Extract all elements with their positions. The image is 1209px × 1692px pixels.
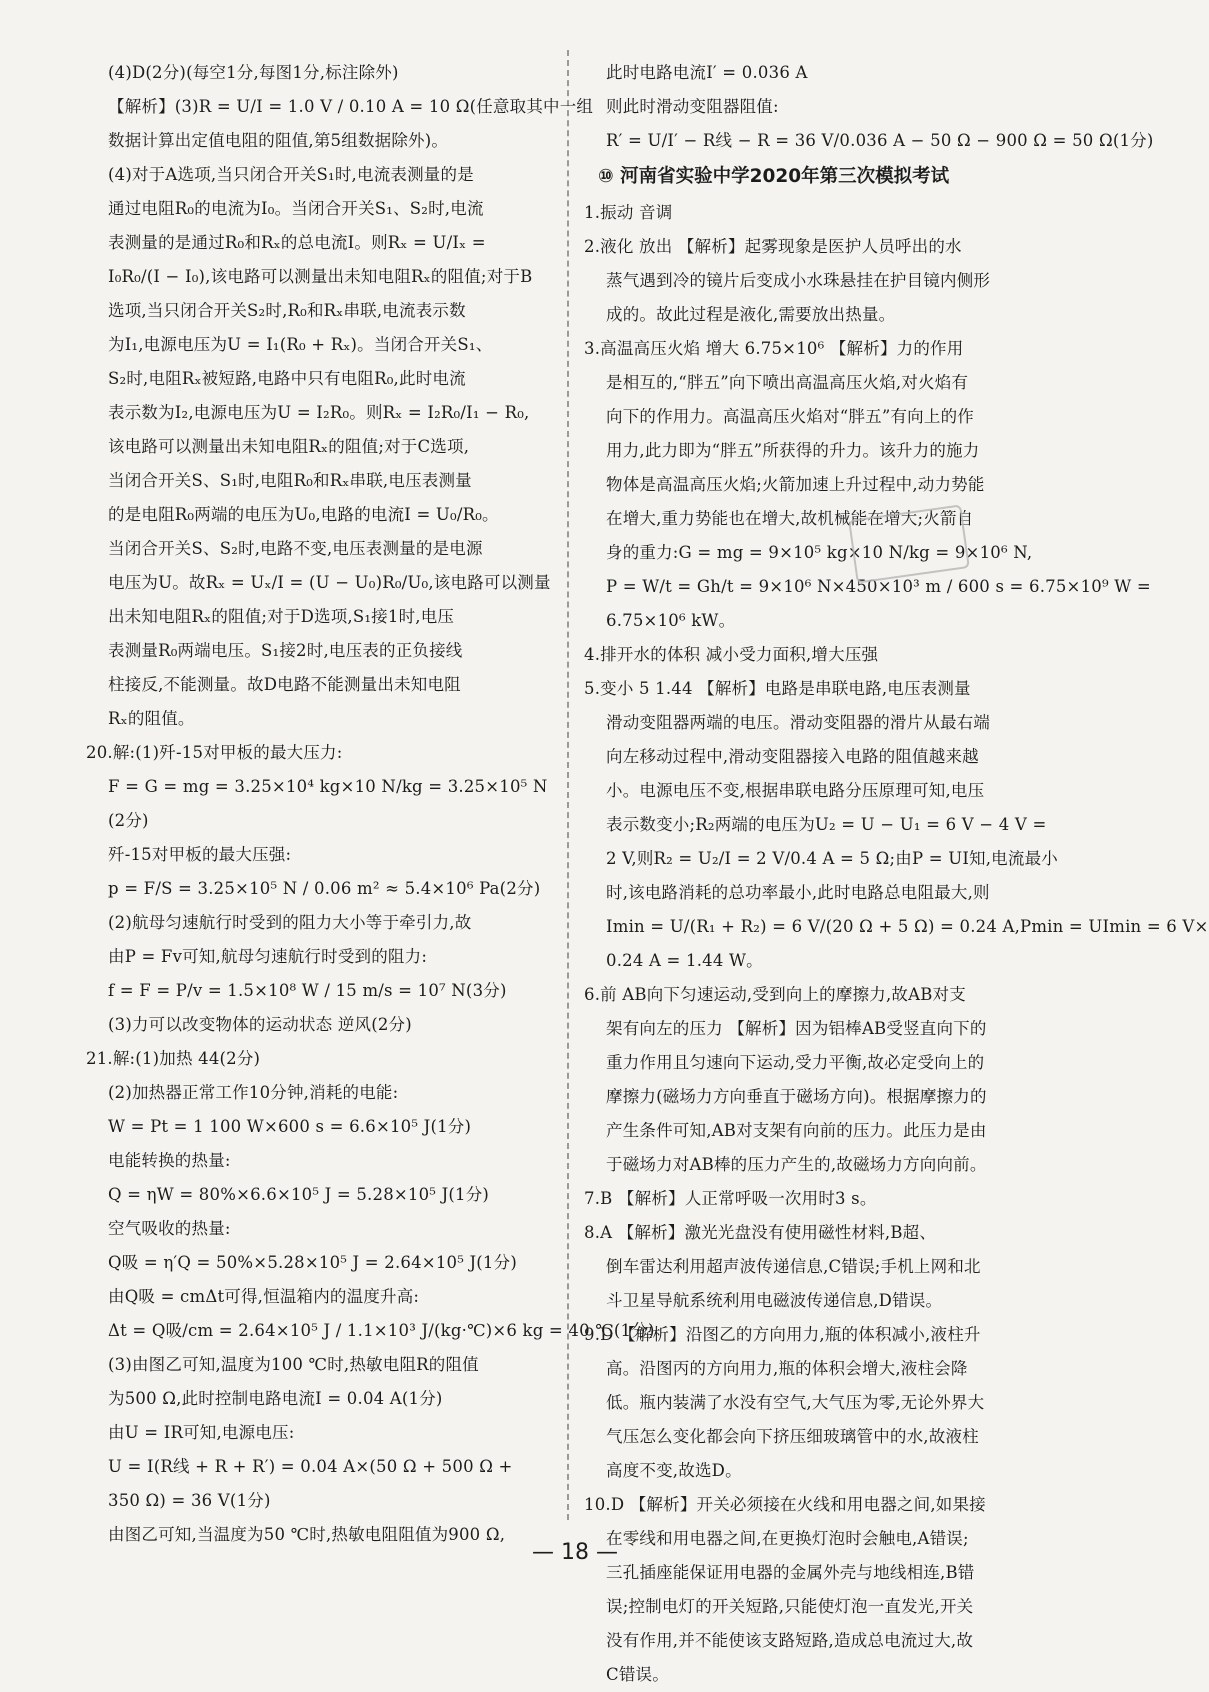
text-line: 于磁场力对AB棒的压力产生的,故磁场力方向向前。: [606, 1155, 987, 1174]
text-line: 电压为U。故Rₓ = Uₓ/I = (U − U₀)R₀/U₀,该电路可以测量: [108, 573, 551, 592]
text-line: Q = ηW = 80%×6.6×10⁵ J = 5.28×10⁵ J(1分): [108, 1185, 490, 1204]
text-line: 该电路可以测量出未知电阻Rₓ的阻值;对于C选项,: [108, 437, 470, 456]
text-line: 350 Ω) = 36 V(1分): [108, 1491, 271, 1510]
text-line: 向左移动过程中,滑动变阻器接入电路的阻值越来越: [606, 747, 979, 766]
text-line: 4.排开水的体积 减小受力面积,增大压强: [584, 645, 879, 664]
text-line: 21.解:(1)加热 44(2分): [86, 1049, 261, 1068]
text-line: 时,该电路消耗的总功率最小,此时电路总电阻最大,则: [606, 883, 990, 902]
text-line: 数据计算出定值电阻的阻值,第5组数据除外)。: [108, 131, 449, 150]
text-line: 1.振动 音调: [584, 203, 673, 222]
text-line: P = W/t = Gh/t = 9×10⁶ N×450×10³ m / 600 s = 6.75×10⁹ W =: [606, 577, 1151, 596]
text-line: 2 V,则R₂ = U₂/I = 2 V/0.4 A = 5 Ω;由P = UI知,电流最小: [606, 849, 1058, 868]
text-line: 则此时滑动变阻器阻值:: [606, 97, 779, 116]
text-line: 的是电阻R₀两端的电压为U₀,电路的电流I = U₀/R₀。: [108, 505, 499, 524]
text-line: 高度不变,故选D。: [606, 1461, 742, 1480]
text-line: 向下的作用力。高温高压火焰对“胖五”有向上的作: [606, 407, 974, 426]
text-line: (2)加热器正常工作10分钟,消耗的电能:: [108, 1083, 399, 1102]
text-line: 2.液化 放出 【解析】起雾现象是医护人员呼出的水: [584, 237, 962, 256]
text-line: 为500 Ω,此时控制电路电流I = 0.04 A(1分): [108, 1389, 443, 1408]
text-line: 三孔插座能保证用电器的金属外壳与地线相连,B错: [606, 1563, 975, 1582]
text-line: U = I(R线 + R + R′) = 0.04 A×(50 Ω + 500 Ω +: [108, 1457, 513, 1476]
text-line: 选项,当只闭合开关S₂时,R₀和Rₓ串联,电流表示数: [108, 301, 466, 320]
text-line: R′ = U/I′ − R线 − R = 36 V/0.036 A − 50 Ω − 900 Ω = 50 Ω(1分): [606, 131, 1154, 150]
text-line: f = F = P/v = 1.5×10⁸ W / 15 m/s = 10⁷ N(3分): [108, 981, 507, 1000]
section-title: ⑩ 河南省实验中学2020年第三次模拟考试: [598, 166, 950, 187]
text-line: Imin = U/(R₁ + R₂) = 6 V/(20 Ω + 5 Ω) = 0.24 A,Pmin = UImin = 6 V×: [606, 917, 1209, 936]
text-line: 在增大,重力势能也在增大,故机械能在增大;火箭自: [606, 509, 974, 528]
text-line: Q吸 = η′Q = 50%×5.28×10⁵ J = 2.64×10⁵ J(1分): [108, 1253, 517, 1272]
text-line: 小。电源电压不变,根据串联电路分压原理可知,电压: [606, 781, 985, 800]
text-line: 是相互的,“胖五”向下喷出高温高压火焰,对火焰有: [606, 373, 969, 392]
text-line: 6.前 AB向下匀速运动,受到向上的摩擦力,故AB对支: [584, 985, 966, 1004]
text-line: 柱接反,不能测量。故D电路不能测量出未知电阻: [108, 675, 461, 694]
text-line: 9.D 【解析】沿图乙的方向用力,瓶的体积减小,液柱升: [584, 1325, 981, 1344]
text-line: 蒸气遇到冷的镜片后变成小水珠悬挂在护目镜内侧形: [606, 271, 991, 290]
text-line: 当闭合开关S、S₁时,电阻R₀和Rₓ串联,电压表测量: [108, 471, 472, 490]
text-line: (3)由图乙可知,温度为100 ℃时,热敏电阻R的阻值: [108, 1355, 479, 1374]
text-line: 由Q吸 = cmΔt可得,恒温箱内的温度升高:: [108, 1287, 420, 1306]
text-line: 由图乙可知,当温度为50 ℃时,热敏电阻阻值为900 Ω,: [108, 1525, 506, 1544]
text-line: 低。瓶内装满了水没有空气,大气压为零,无论外界大: [606, 1393, 985, 1412]
text-line: 表示数为I₂,电源电压为U = I₂R₀。则Rₓ = I₂R₀/I₁ − R₀,: [108, 403, 530, 422]
text-line: 【解析】(3)R = U/I = 1.0 V / 0.10 A = 10 Ω(任意取其中一组: [108, 97, 594, 116]
text-line: 成的。故此过程是液化,需要放出热量。: [606, 305, 896, 324]
page-number: — 18 —: [532, 1540, 618, 1565]
text-line: 此时电路电流I′ = 0.036 A: [606, 63, 808, 82]
text-line: (2分): [108, 811, 149, 830]
text-line: 倒车雷达利用超声波传递信息,C错误;手机上网和北: [606, 1257, 981, 1276]
text-line: 3.高温高压火焰 增大 6.75×10⁶ 【解析】力的作用: [584, 339, 964, 358]
text-line: 20.解:(1)歼-15对甲板的最大压力:: [86, 743, 343, 762]
text-line: 滑动变阻器两端的电压。滑动变阻器的滑片从最右端: [606, 713, 991, 732]
text-line: (2)航母匀速航行时受到的阻力大小等于牵引力,故: [108, 913, 472, 932]
text-line: Rₓ的阻值。: [108, 709, 195, 728]
text-line: 电能转换的热量:: [108, 1151, 231, 1170]
text-line: Δt = Q吸/cm = 2.64×10⁵ J / 1.1×10³ J/(kg·℃)×6 kg = 40 ℃(1分): [108, 1321, 655, 1340]
text-line: 7.B 【解析】人正常呼吸一次用时3 s。: [584, 1189, 877, 1208]
text-line: 在零线和用电器之间,在更换灯泡时会触电,A错误;: [606, 1529, 969, 1548]
text-line: 5.变小 5 1.44 【解析】电路是串联电路,电压表测量: [584, 679, 971, 698]
text-line: I₀R₀/(I − I₀),该电路可以测量出未知电阻Rₓ的阻值;对于B: [108, 267, 533, 286]
text-line: p = F/S = 3.25×10⁵ N / 0.06 m² ≈ 5.4×10⁶ Pa(2分): [108, 879, 541, 898]
text-line: 由P = Fv可知,航母匀速航行时受到的阻力:: [108, 947, 428, 966]
text-line: 歼-15对甲板的最大压强:: [108, 845, 292, 864]
column-divider: [567, 50, 569, 1520]
text-line: 身的重力:G = mg = 9×10⁵ kg×10 N/kg = 9×10⁶ N,: [606, 543, 1033, 562]
text-line: 10.D 【解析】开关必须接在火线和用电器之间,如果接: [584, 1495, 986, 1514]
text-line: F = G = mg = 3.25×10⁴ kg×10 N/kg = 3.25×10⁵ N: [108, 777, 548, 796]
text-line: C错误。: [606, 1665, 669, 1684]
text-line: 产生条件可知,AB对支架有向前的压力。此压力是由: [606, 1121, 987, 1140]
text-line: 斗卫星导航系统利用电磁波传递信息,D错误。: [606, 1291, 943, 1310]
text-line: 当闭合开关S、S₂时,电路不变,电压表测量的是电源: [108, 539, 483, 558]
text-line: 8.A 【解析】激光光盘没有使用磁性材料,B超、: [584, 1223, 937, 1242]
text-line: 出未知电阻Rₓ的阻值;对于D选项,S₁接1时,电压: [108, 607, 455, 626]
text-line: 由U = IR可知,电源电压:: [108, 1423, 295, 1442]
text-line: 表测量的是通过R₀和Rₓ的总电流I。则Rₓ = U/Iₓ =: [108, 233, 486, 252]
right-column: [584, 56, 1209, 1692]
text-line: (4)D(2分)(每空1分,每图1分,标注除外): [108, 63, 399, 82]
text-line: 气压怎么变化都会向下挤压细玻璃管中的水,故液柱: [606, 1427, 979, 1446]
text-line: 误;控制电灯的开关短路,只能使灯泡一直发光,开关: [606, 1597, 974, 1616]
text-line: 6.75×10⁶ kW。: [606, 611, 736, 630]
text-line: (3)力可以改变物体的运动状态 逆风(2分): [108, 1015, 412, 1034]
text-line: 架有向左的压力 【解析】因为铝棒AB受竖直向下的: [606, 1019, 987, 1038]
text-line: 物体是高温高压火焰;火箭加速上升过程中,动力势能: [606, 475, 985, 494]
text-line: 高。沿图丙的方向用力,瓶的体积会增大,液柱会降: [606, 1359, 968, 1378]
text-line: 表示数变小;R₂两端的电压为U₂ = U − U₁ = 6 V − 4 V =: [606, 815, 1047, 834]
text-line: 用力,此力即为“胖五”所获得的升力。该升力的施力: [606, 441, 980, 460]
text-line: 通过电阻R₀的电流为I₀。当闭合开关S₁、S₂时,电流: [108, 199, 484, 218]
text-line: W = Pt = 1 100 W×600 s = 6.6×10⁵ J(1分): [108, 1117, 472, 1136]
text-line: 摩擦力(磁场力方向垂直于磁场方向)。根据摩擦力的: [606, 1087, 987, 1106]
text-line: 没有作用,并不能使该支路短路,造成总电流过大,故: [606, 1631, 974, 1650]
text-line: 空气吸收的热量:: [108, 1219, 231, 1238]
text-line: S₂时,电阻Rₓ被短路,电路中只有电阻R₀,此时电流: [108, 369, 466, 388]
text-line: 重力作用且匀速向下运动,受力平衡,故必定受向上的: [606, 1053, 985, 1072]
text-line: 表测量R₀两端电压。S₁接2时,电压表的正负接线: [108, 641, 463, 660]
text-line: 为I₁,电源电压为U = I₁(R₀ + Rₓ)。当闭合开关S₁、: [108, 335, 493, 354]
text-line: (4)对于A选项,当只闭合开关S₁时,电流表测量的是: [108, 165, 474, 184]
text-line: 0.24 A = 1.44 W。: [606, 951, 763, 970]
